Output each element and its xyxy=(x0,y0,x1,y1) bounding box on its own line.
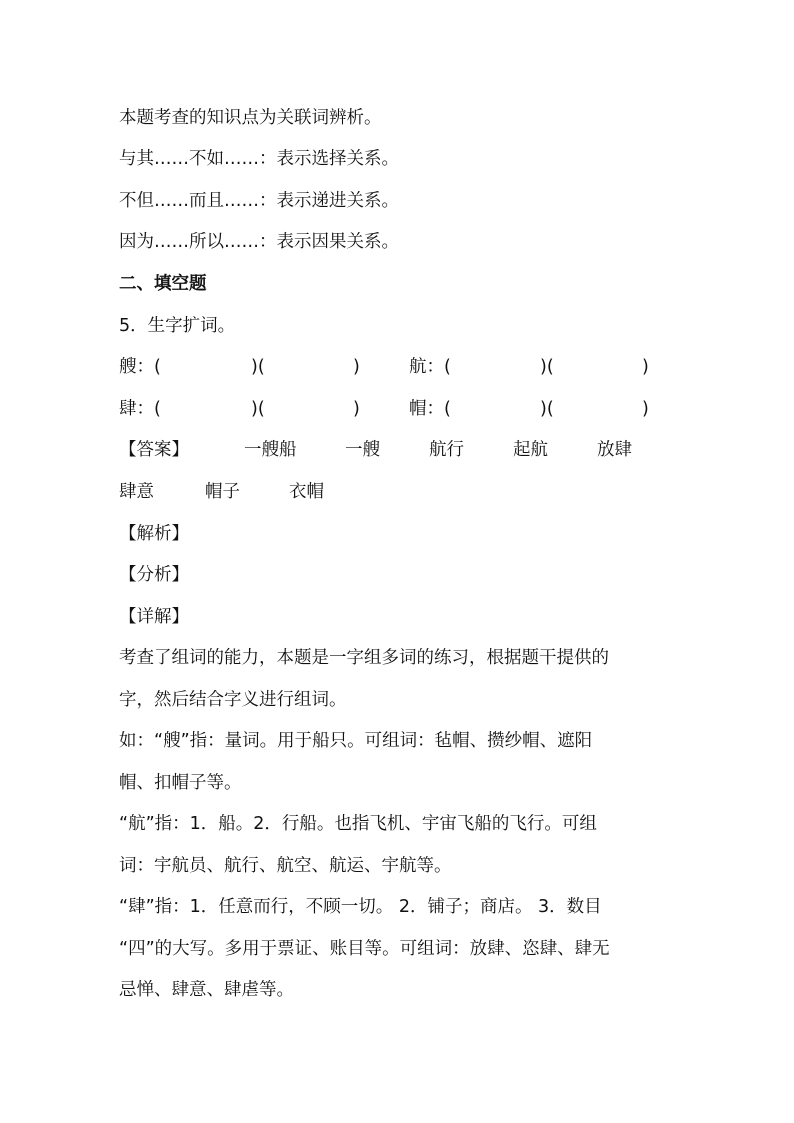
blank-paren: )( xyxy=(540,399,554,419)
explanation-line: “航”指：1．船。2．行船。也指飞机、宇宙飞船的飞行。可组 xyxy=(119,814,597,834)
blank-paren: )( xyxy=(540,357,554,377)
explanation-line: 帽、扣帽子等。 xyxy=(119,773,242,793)
char-label-sou: 艘：( xyxy=(119,357,161,377)
explanation-line: 词：宇航员、航行、航空、航运、宇航等。 xyxy=(119,856,452,876)
explanation-line: 考查了组词的能力，本题是一字组多词的练习，根据题干提供的 xyxy=(119,648,609,668)
answer-word: 一艘 xyxy=(345,440,380,460)
intro-line-2: 与其……不如……：表示选择关系。 xyxy=(119,149,399,169)
blank-paren: ) xyxy=(353,357,360,377)
explanation-line: 忌惮、肆意、肆虐等。 xyxy=(119,980,294,1000)
blank-paren: ) xyxy=(642,399,649,419)
answer-word: 帽子 xyxy=(205,482,240,502)
explanation-line: “肆”指：1．任意而行，不顾一切。 2．铺子；商店。 3．数目 xyxy=(119,897,602,917)
blank-paren: ) xyxy=(353,399,360,419)
analysis-label: 【解析】 xyxy=(119,524,189,544)
char-label-mao: 帽：( xyxy=(409,399,451,419)
explanation-line: 如：“艘”指：量词。用于船只。可组词：毡帽、攒纱帽、遮阳 xyxy=(119,731,593,751)
answer-word: 肆意 xyxy=(119,482,154,502)
blank-paren: )( xyxy=(251,399,265,419)
intro-line-4: 因为……所以……：表示因果关系。 xyxy=(119,232,399,252)
explanation-line: 字，然后结合字义进行组词。 xyxy=(119,690,347,710)
answer-word: 衣帽 xyxy=(289,482,324,502)
intro-line-1: 本题考查的知识点为关联词辨析。 xyxy=(119,108,382,128)
answer-word: 放肆 xyxy=(597,440,632,460)
char-label-hang: 航：( xyxy=(409,357,451,377)
blank-paren: )( xyxy=(251,357,265,377)
blank-paren: ) xyxy=(642,357,649,377)
question-title: 5．生字扩词。 xyxy=(119,316,236,336)
section-heading: 二、填空题 xyxy=(119,274,207,294)
explanation-line: “四”的大写。多用于票证、账目等。可组词：放肆、恣肆、肆无 xyxy=(119,939,610,959)
detail-label: 【详解】 xyxy=(119,607,189,627)
answer-word: 一艘船 xyxy=(244,440,297,460)
answer-label: 【答案】 xyxy=(119,440,189,460)
intro-line-3: 不但……而且……：表示递进关系。 xyxy=(119,191,399,211)
answer-word: 起航 xyxy=(513,440,548,460)
char-label-si: 肆：( xyxy=(119,399,161,419)
answer-word: 航行 xyxy=(429,440,464,460)
breakdown-label: 【分析】 xyxy=(119,565,189,585)
